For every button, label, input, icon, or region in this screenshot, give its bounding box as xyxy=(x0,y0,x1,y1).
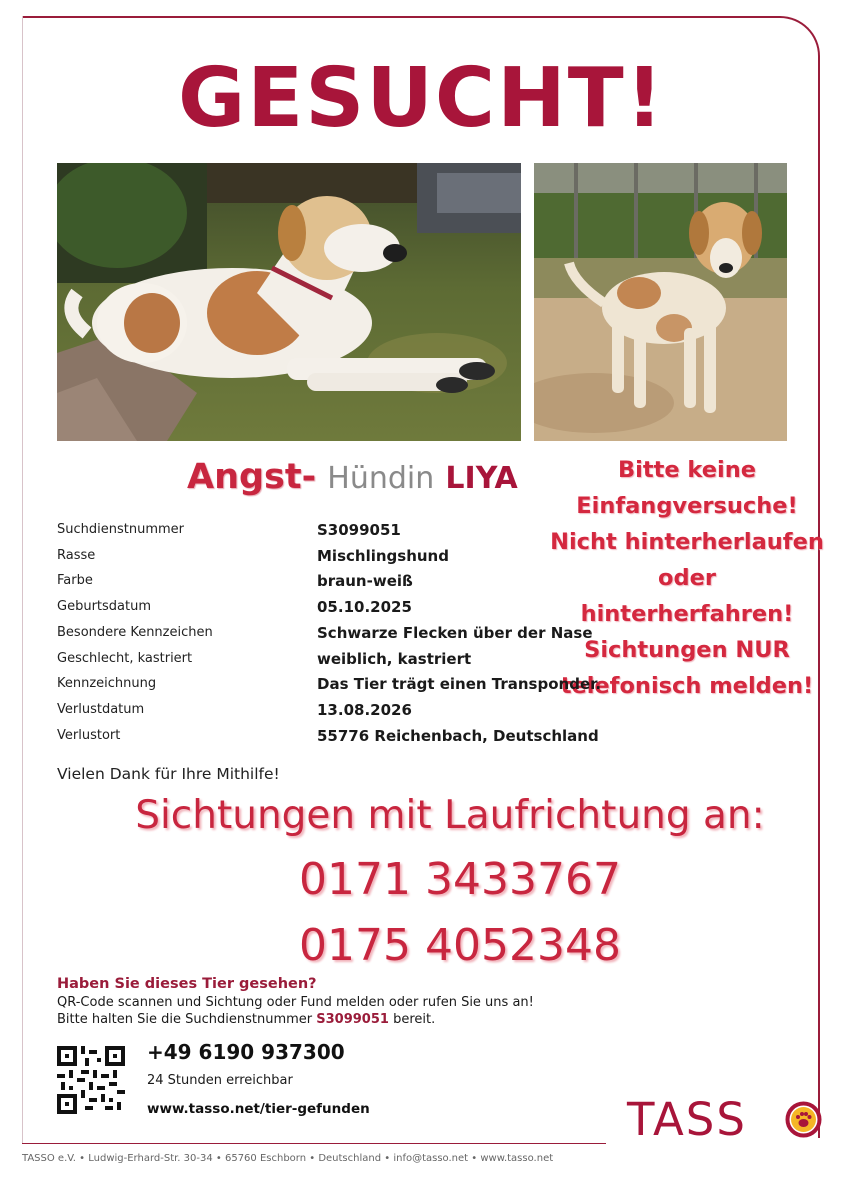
detail-label: Geschlecht, kastriert xyxy=(57,651,193,666)
detail-value: 13.08.2026 xyxy=(317,701,412,719)
contact-instructions xyxy=(57,994,534,1028)
sighting-phone-2[interactable]: 0175 4052348 xyxy=(299,920,621,971)
dog-photo-standing xyxy=(534,163,787,441)
headline-dog-name: LIYA xyxy=(445,461,518,496)
detail-value: braun-weiß xyxy=(317,572,413,590)
contact-line-2 xyxy=(57,1011,534,1028)
detail-label: Besondere Kennzeichen xyxy=(57,625,213,640)
warning-line: Sichtungen NUR xyxy=(584,637,790,663)
detail-label: Farbe xyxy=(57,573,93,588)
detail-value: 55776 Reichenbach, Deutschland xyxy=(317,727,599,745)
detail-value: 05.10.2025 xyxy=(317,598,412,616)
sightings-heading: Sichtungen mit Laufrichtung an: xyxy=(135,793,765,838)
detail-label: Suchdienstnummer xyxy=(57,522,184,537)
warning-line: Einfangversuche! xyxy=(576,493,798,519)
contact-search-id: S3099051 xyxy=(316,1012,389,1027)
contact-phone[interactable]: +49 6190 937300 xyxy=(147,1040,345,1064)
dog-photo-lying xyxy=(57,163,521,441)
poster-frame-left xyxy=(22,16,23,1144)
detail-value: weiblich, kastriert xyxy=(317,650,472,668)
paw-icon xyxy=(785,1101,822,1138)
detail-label: Geburtsdatum xyxy=(57,599,151,614)
headline-huendin: Hündin xyxy=(327,461,435,496)
thanks-text: Vielen Dank für Ihre Mithilfe! xyxy=(57,765,280,783)
warning-line: telefonisch melden! xyxy=(560,673,814,699)
contact-hours: 24 Stunden erreichbar xyxy=(147,1073,293,1088)
contact-line-1: QR-Code scannen und Sichtung oder Fund melden oder rufen Sie uns an! xyxy=(57,995,534,1010)
warning-notice xyxy=(548,452,826,704)
tasso-logo-visible: TASS xyxy=(627,1093,747,1146)
warning-line: oder hinterherfahren! xyxy=(580,565,794,627)
footer-address: TASSO e.V. • Ludwig-Erhard-Str. 30-34 • 65760 Eschborn • Deutschland • info@tasso.net • www.tasso.net xyxy=(22,1153,554,1164)
detail-value: Mischlingshund xyxy=(317,547,449,565)
qr-code[interactable] xyxy=(57,1046,125,1114)
detail-value: Schwarze Flecken über der Nase xyxy=(317,624,593,642)
contact-url[interactable]: www.tasso.net/tier-gefunden xyxy=(147,1101,370,1117)
detail-value: S3099051 xyxy=(317,521,401,539)
poster-frame-bottom xyxy=(22,1143,606,1144)
contact-question: Haben Sie dieses Tier gesehen? xyxy=(57,976,317,992)
detail-label: Verlustdatum xyxy=(57,702,145,717)
detail-value: Das Tier trägt einen Transponder. xyxy=(317,675,602,693)
detail-label: Verlustort xyxy=(57,728,121,743)
warning-line: Bitte keine xyxy=(617,457,757,483)
dog-headline xyxy=(187,457,518,497)
detail-label: Rasse xyxy=(57,548,96,563)
headline-angst: Angst- xyxy=(187,457,317,497)
sighting-phone-1[interactable]: 0171 3433767 xyxy=(299,854,621,905)
warning-line: Nicht hinterherlaufen xyxy=(550,529,824,555)
contact-line-2-pre: Bitte halten Sie die Suchdienstnummer xyxy=(57,1012,313,1027)
contact-line-2-post: bereit. xyxy=(393,1012,436,1027)
poster-title: GESUCHT! xyxy=(177,51,666,146)
detail-label: Kennzeichnung xyxy=(57,676,157,691)
